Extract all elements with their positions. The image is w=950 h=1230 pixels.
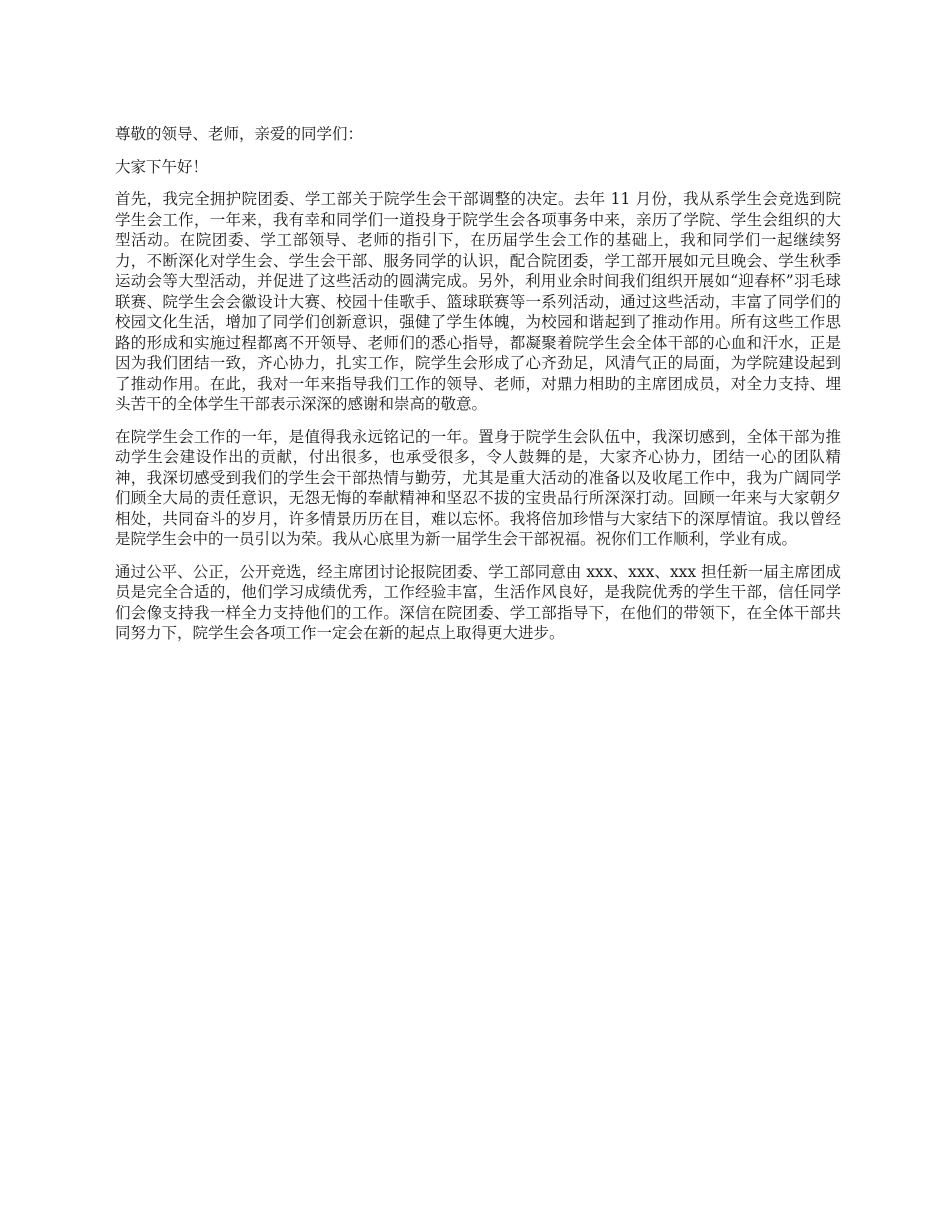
greeting: 大家下午好！ xyxy=(115,157,209,176)
paragraph-new-committee: 通过公平、公正，公开竞选，经主席团讨论报院团委、学工部同意由 xxx、xxx、xxx 担任新一届主席团成员是完全合适的，他们学习成绩优秀，工作经验丰富，生活作风良好，是我院优秀的学生干部，信任同学们会像支持我一样全力支持他们的工作。深信在院团委、学工部指导下，在他们的带领下，在全体干部共同努力下，院学生会各项工作一定会在新的起点上取得更大进步。 xyxy=(115,562,841,642)
paragraph-support-decision: 首先，我完全拥护院团委、学工部关于院学生会干部调整的决定。去年 11 月份，我从系学生会竞选到院学生会工作，一年来，我有幸和同学们一道投身于院学生会各项事务中来，亲历了学院、学生会组织的大型活动。在院团委、学工部领导、老师的指引下，在历届学生会工作的基础上，我和同学们一起继续努力，不断深化对学生会、学生会干部、服务同学的认识，配合院团委，学工部开展如元旦晚会、学生秋季运动会等大型活动，并促进了这些活动的圆满完成。另外，利用业余时间我们组织开展如“迎春杯”羽毛球联赛、院学生会会徽设计大赛、校园十佳歌手、篮球联赛等一系列活动，通过这些活动，丰富了同学们的校园文化生活，增加了同学们创新意识，强健了学生体魄，为校园和谐起到了推动作用。所有这些工作思路的形成和实施过程都离不开领导、老师们的悉心指导，都凝聚着院学生会全体干部的心血和汗水，正是因为我们团结一致，齐心协力，扎实工作，院学生会形成了心齐劲足，风清气正的局面，为学院建设起到了推动作用。在此，我对一年来指导我们工作的领导、老师，对鼎力相助的主席团成员，对全力支持、埋头苦干的全体学生干部表示深深的感谢和崇高的敬意。 xyxy=(115,190,841,413)
paragraph-year-reflection: 在院学生会工作的一年，是值得我永远铭记的一年。置身于院学生会队伍中，我深切感到，全体干部为推动学生会建设作出的贡献，付出很多，也承受很多，令人鼓舞的是，大家齐心协力，团结一心的团队精神，我深切感受到我们的学生会干部热情与勤劳，尤其是重大活动的准备以及收尾工作中，我为广阔同学们顾全大局的责任意识，无怨无悔的奉献精神和坚忍不拔的宝贵品行所深深打动。回顾一年来与大家朝夕相处，共同奋斗的岁月，许多情景历历在目，难以忘怀。我将倍加珍惜与大家结下的深厚情谊。我以曾经是院学生会中的一员引以为荣。我从心底里为新一届学生会干部祝福。祝你们工作顺利，学业有成。 xyxy=(115,427,841,548)
salutation: 尊敬的领导、老师，亲爱的同学们： xyxy=(115,125,364,143)
document-body xyxy=(115,124,841,656)
